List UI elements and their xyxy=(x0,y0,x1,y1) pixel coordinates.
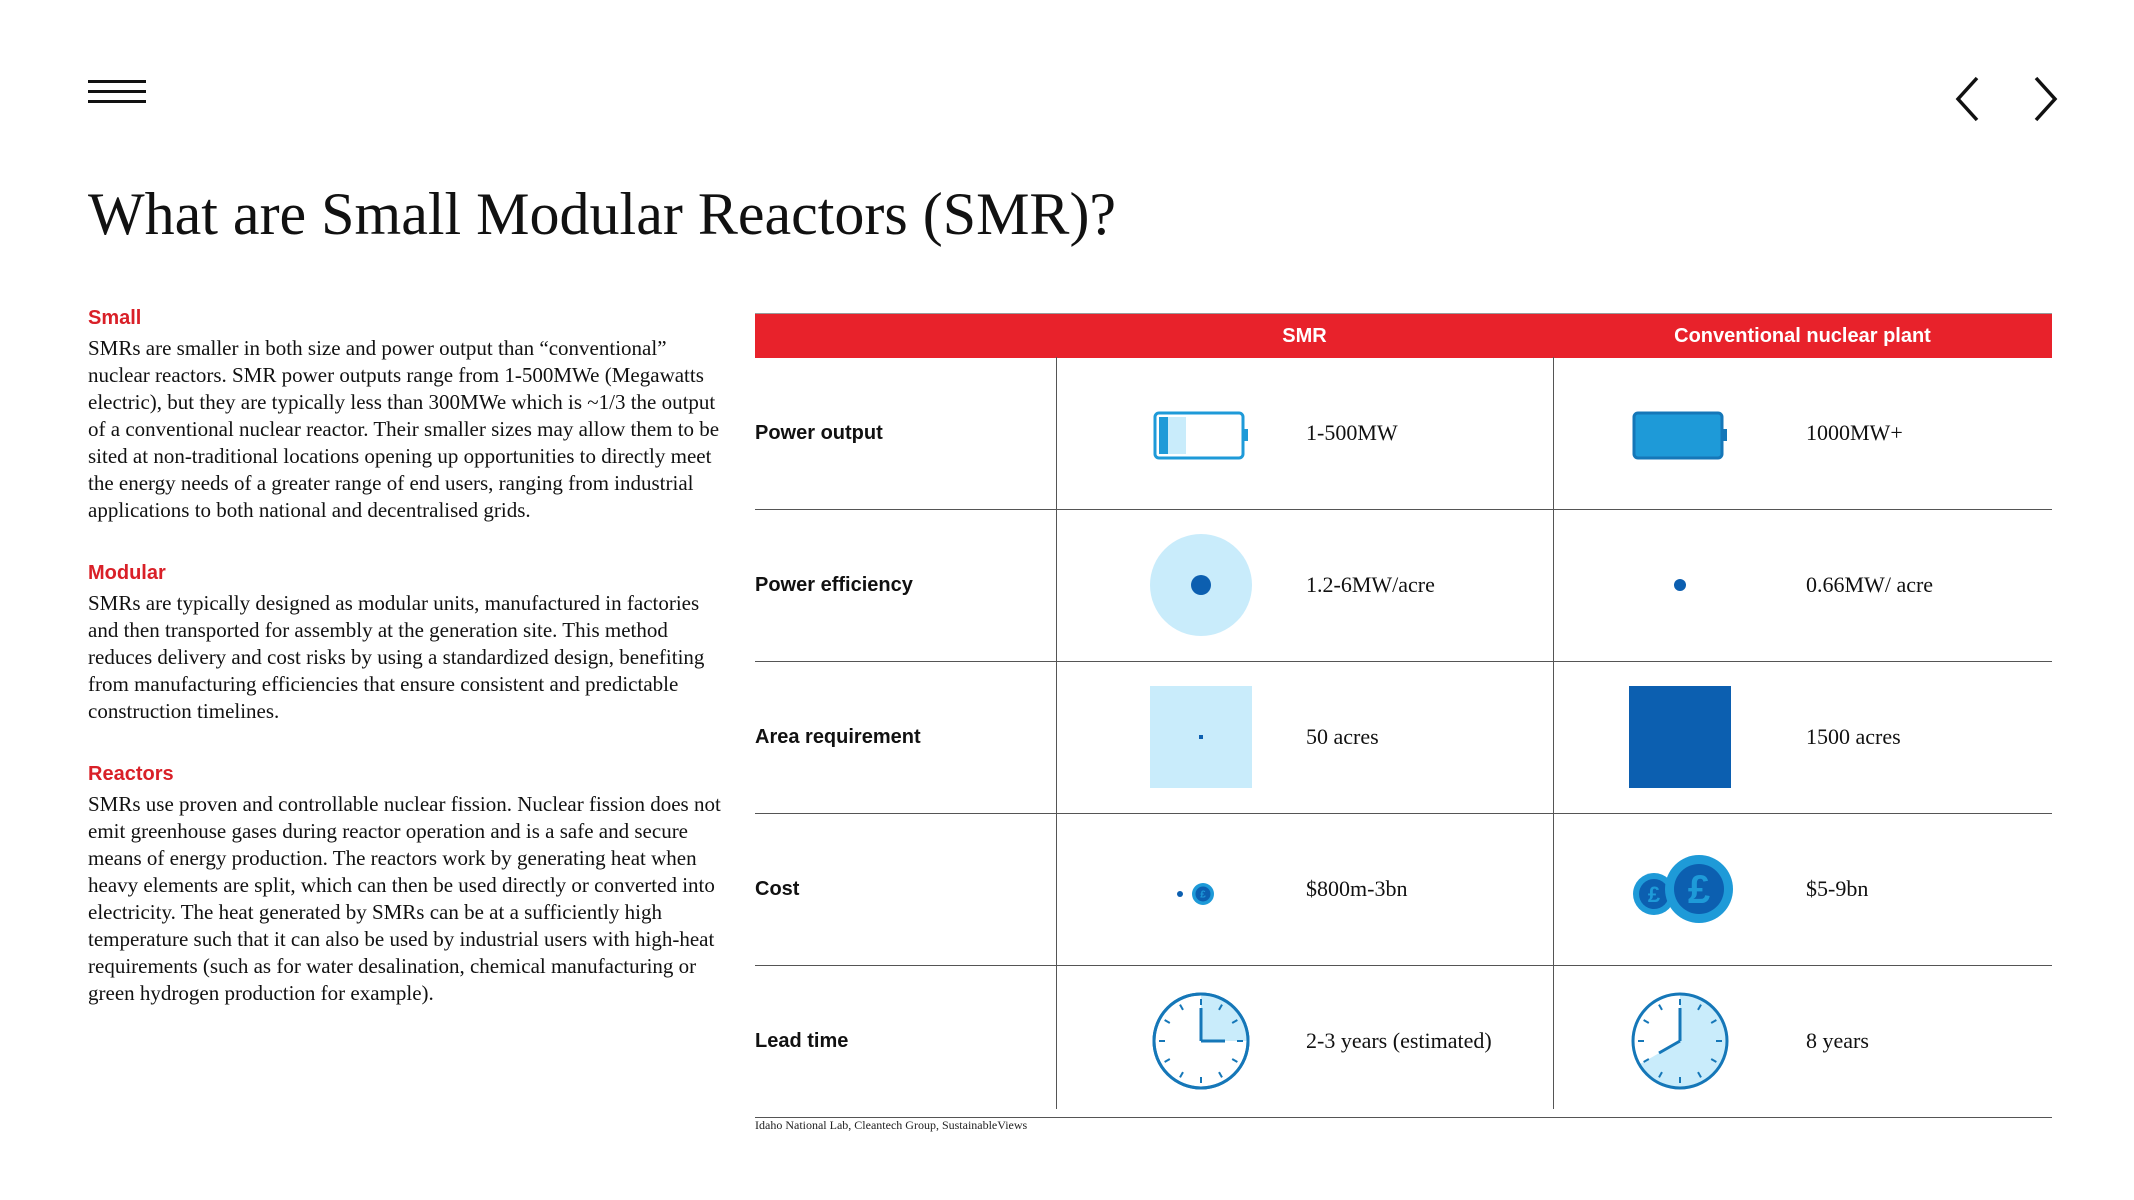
header-smr: SMR xyxy=(1282,325,1327,347)
row-label: Power efficiency xyxy=(755,574,913,596)
pound-coin-icon xyxy=(1146,834,1256,944)
svg-text:£: £ xyxy=(1687,868,1711,912)
section-heading: Modular xyxy=(88,562,166,584)
clock-icon xyxy=(1625,986,1735,1096)
conventional-value: 8 years xyxy=(1806,1028,1869,1053)
density-dot-icon xyxy=(1146,530,1256,640)
svg-text:£: £ xyxy=(1200,889,1206,901)
battery-full-icon xyxy=(1625,378,1735,488)
section-heading: Reactors xyxy=(88,763,174,785)
conventional-value: 1000MW+ xyxy=(1806,420,1903,445)
row-label: Cost xyxy=(755,878,800,900)
intro-text-column xyxy=(88,305,728,1043)
chevron-left-icon[interactable] xyxy=(1944,74,1994,124)
pound-coin-icon xyxy=(1625,834,1735,944)
table-row xyxy=(755,510,2052,662)
section-small xyxy=(88,305,728,524)
conventional-value: 0.66MW/ acre xyxy=(1806,572,1934,597)
row-label: Area requirement xyxy=(755,726,921,748)
smr-value: $800m-3bn xyxy=(1306,876,1408,901)
section-body: SMRs use proven and controllable nuclear fission. Nuclear fission does not emit greenhouse gases during reactor operation and is a safe and secure means of energy production. The reactors work by generating heat when heavy elements are split, which can then be used directly or converted into electricity. The heat generated by SMRs can be at a sufficiently high temperature such that it can also be used by industrial users with high-heat requirements (such as for water desalination, chemical manufacturing or green hydrogen production for example). xyxy=(88,792,721,1005)
conventional-value: $5-9bn xyxy=(1806,876,1869,901)
table-row xyxy=(755,662,2052,814)
section-body: SMRs are typically designed as modular units, manufactured in factories and then transported for assembly at the generation site. This method reduces delivery and cost risks by using a standardized design, benefiting from manufacturing efficiencies that ensure consistent and predictable construction timelines. xyxy=(88,591,705,723)
row-label: Power output xyxy=(755,422,883,444)
table-row xyxy=(755,814,2052,966)
area-square-icon xyxy=(1146,682,1256,792)
section-modular xyxy=(88,560,728,725)
hamburger-menu-icon[interactable] xyxy=(88,80,146,110)
smr-value: 1.2-6MW/acre xyxy=(1306,572,1435,597)
svg-text:£: £ xyxy=(1647,882,1661,907)
smr-value: 50 acres xyxy=(1306,724,1379,749)
column-divider xyxy=(1553,357,1554,1109)
page-title: What are Small Modular Reactors (SMR)? xyxy=(88,181,1117,247)
section-reactors xyxy=(88,761,728,1007)
table-header xyxy=(755,313,2052,358)
conventional-value: 1500 acres xyxy=(1806,724,1901,749)
section-heading: Small xyxy=(88,307,142,329)
column-divider xyxy=(1056,357,1057,1109)
battery-low-icon xyxy=(1146,378,1256,488)
table-row xyxy=(755,966,2052,1118)
source-note: Idaho National Lab, Cleantech Group, SustainableViews xyxy=(755,1118,1028,1132)
header-conventional: Conventional nuclear plant xyxy=(1674,325,1931,347)
table-row xyxy=(755,358,2052,510)
density-dot-icon xyxy=(1625,530,1735,640)
clock-icon xyxy=(1146,986,1256,1096)
smr-value: 1-500MW xyxy=(1306,420,1398,445)
comparison-table xyxy=(755,313,2052,1118)
row-label: Lead time xyxy=(755,1030,849,1052)
section-body: SMRs are smaller in both size and power output than “conventional” nuclear reactors. SMR power outputs range from 1-500MWe (Megawatts electric), but they are typically less than 300MWe which is ~1/3 the output of a conventional nuclear reactor. Their smaller sizes may allow them to be sited at non-traditional locations opening up opportunities to directly meet the energy needs of a greater range of end users, ranging from industrial applications to both national and decentralised grids. xyxy=(88,336,720,522)
area-square-icon xyxy=(1625,682,1735,792)
smr-value: 2-3 years (estimated) xyxy=(1306,1028,1492,1053)
chevron-right-icon[interactable] xyxy=(2019,74,2069,124)
